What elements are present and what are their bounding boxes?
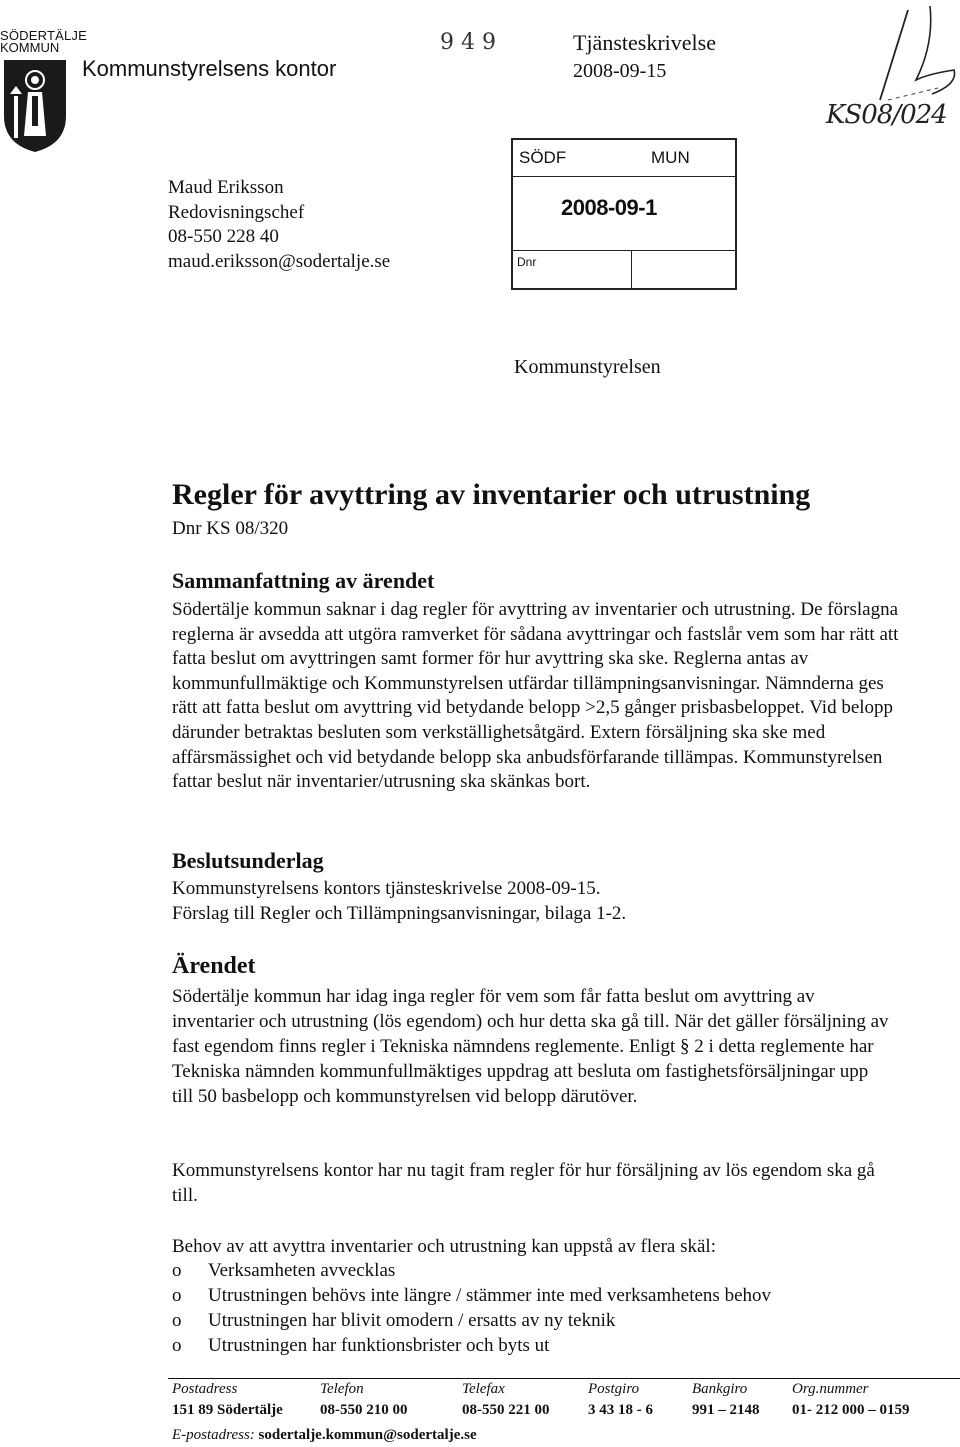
footer-divider (168, 1378, 960, 1379)
reasons-list (172, 1258, 892, 1358)
basis-item: Förslag till Regler och Tillämpningsanvisningar, bilaga 1-2. (172, 903, 627, 924)
footer-orgnummer: Org.nummer 01- 212 000 – 0159 (792, 1381, 910, 1418)
basis-heading: Beslutsunderlag (172, 848, 324, 873)
footer-postgiro: Postgiro 3 43 18 - 6 (588, 1381, 653, 1418)
matter-paragraph-3: Behov av att avyttra inventarier och utrustning kan uppstå av flera skäl: (172, 1236, 716, 1257)
document-date: 2008-09-15 (573, 60, 667, 82)
logo-text (0, 28, 88, 55)
case-number: Dnr KS 08/320 (172, 518, 289, 539)
footer-email-label: E-postadress: (172, 1427, 255, 1443)
municipality-logo (0, 28, 88, 154)
list-item: o Utrustningen har funktionsbrister och byts ut (172, 1335, 550, 1356)
recipient: Kommunstyrelsen (514, 356, 661, 378)
sender-role: Redovisningschef (168, 201, 305, 223)
document-title: Regler för avyttring av inventarier och utrustning (172, 478, 811, 511)
footer-telefax: Telefax 08-550 221 00 (462, 1381, 550, 1418)
summary-heading: Sammanfattning av ärendet (172, 568, 435, 593)
sender-block (168, 176, 390, 274)
stamp-dnr-label: Dnr (517, 255, 537, 269)
handwritten-strokes (868, 4, 958, 104)
document-type: Tjänsteskrivelse (573, 30, 716, 55)
list-item: o Verksamheten avvecklas (172, 1260, 396, 1281)
matter-paragraph-2: Kommunstyrelsens kontor har nu tagit fram regler för hur försäljning av lös egendom ska gå till. (172, 1160, 875, 1206)
sender-name: Maud Eriksson (168, 177, 284, 198)
coat-of-arms-icon (0, 56, 70, 154)
bullet: o (172, 1285, 182, 1306)
list-item: o Utrustningen har blivit omodern / ersatts av ny teknik (172, 1310, 616, 1331)
basis-list (172, 876, 902, 926)
footer-email-address: sodertalje.kommun@sodertalje.se (258, 1427, 477, 1443)
bullet: o (172, 1335, 182, 1356)
footer-email (172, 1427, 477, 1444)
footer-bankgiro: Bankgiro 991 – 2148 (692, 1381, 760, 1418)
footer-postadress: Postadress 151 89 Södertälje (172, 1381, 283, 1418)
matter-heading: Ärendet (172, 953, 256, 979)
handwritten-reg-number: KS08/024 (826, 100, 947, 130)
stamp-text-left: SÖDF (519, 148, 567, 167)
logo-text-line1: SÖDERTÄLJE (0, 28, 88, 43)
sender-email: maud.eriksson@sodertalje.se (168, 250, 391, 272)
logo-text-line2: KOMMUN (0, 40, 60, 55)
stamp-date: 2008-09-1 (561, 195, 657, 220)
handwritten-mark: 9 4 9 (440, 30, 496, 55)
bullet: o (172, 1260, 182, 1281)
sender-phone: 08-550 228 40 (168, 226, 279, 247)
bullet: o (172, 1310, 182, 1331)
stamp-text-right: MUN (651, 148, 690, 167)
matter-paragraph-1: Södertälje kommun har idag inga regler för vem som får fatta beslut om avyttring av inventarier och utrustning (lös egendom) och hur detta ska gå till. När det gäller försäljning av fast egendom finns regler i Tekniska nämndens reglemente. Enligt § 2 i detta reglemente har Tekniska nämnden kommunfullmäktiges uppdrag att besluta om fastighetsförsäljningar upp till 50 basbelopp och kommunstyrelsen vid belopp därutöver. (172, 986, 889, 1107)
office-name: Kommunstyrelsens kontor (82, 56, 337, 81)
received-stamp (511, 138, 737, 290)
basis-item: Kommunstyrelsens kontors tjänsteskrivelse 2008-09-15. (172, 878, 601, 899)
list-item: o Utrustningen behövs inte längre / stämmer inte med verksamhetens behov (172, 1285, 771, 1306)
summary-text: Södertälje kommun saknar i dag regler för avyttring av inventarier och utrustning. De förslagna reglerna är avsedda att utgöra ramverket för sådana avyttringar och fastslår vem som har rätt att fatta beslut om avyttringen samt former för hur avyttring ska ske. Reglerna antas av kommunfullmäktige och Kommunstyrelsen utfärdar tillämpningsanvisningar. Nämnderna ges rätt att fatta beslut om avyttring vid betydande belopp >2,5 gånger prisbasbeloppet. Vid belopp därunder betraktas besluten som verkställighetsåtgärd. Extern försäljning ska ske med affärsmässighet och vid betydande belopp ska anbudsförfarande tillämpas. Kommunstyrelsen fattar beslut när inventarier/utrusning ska skänkas bort. (172, 599, 899, 793)
footer-telefon: Telefon 08-550 210 00 (320, 1381, 408, 1418)
